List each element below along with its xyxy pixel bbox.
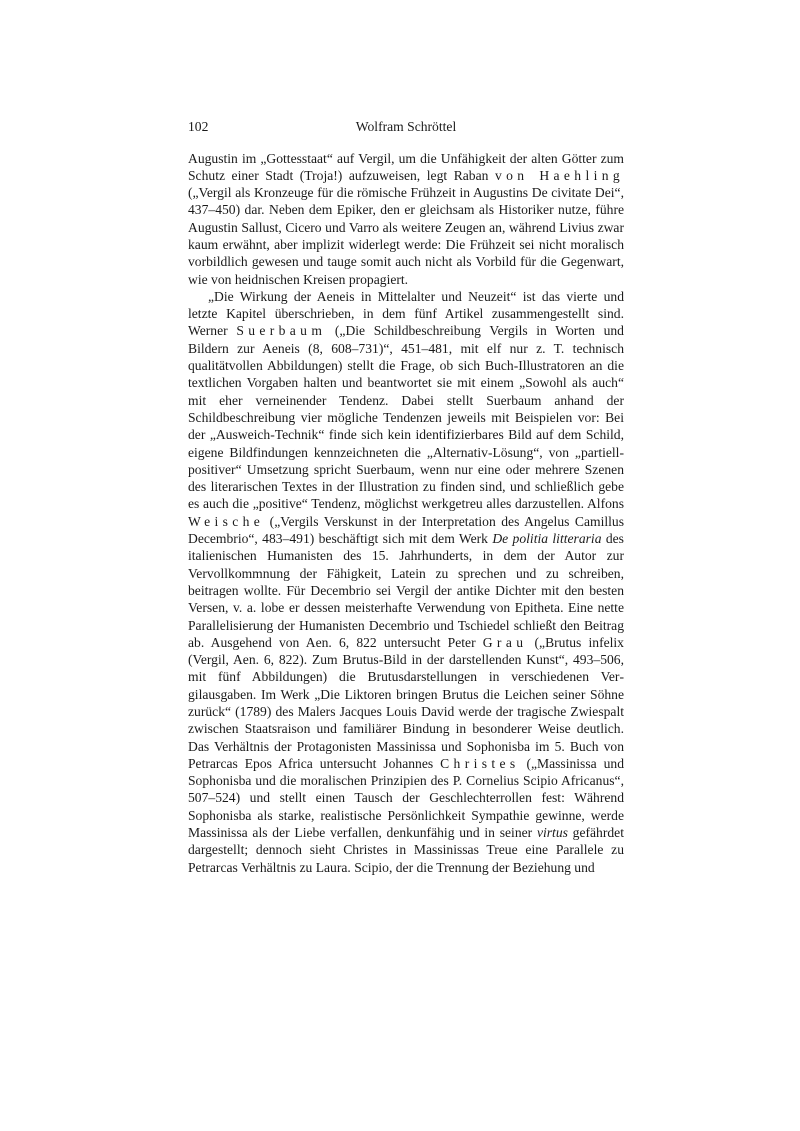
text-run: „Die Wirkung der Aeneis in Mittelalter und Neuzeit“ ist das vierte und letzte Kapitel überschrieben, in dem fünf Artikel zusammengestellt sind. Werner	[188, 288, 624, 339]
italic-title: De politia litteraria	[492, 531, 602, 547]
text-run: („Massinissa und Sophonisba und die moralischen Prinzipien des P. Cornelius Scipio Africanus“, 507–524) und stellt einen Tausch der Geschlechterrollen fest: Während Sophonisba als starke, realistische Persönlichkeit Sympathie gewinne, werde Massinissa als der Liebe verfallen, denkunfähig und in seiner	[188, 755, 624, 841]
text-run: gefährdet dargestellt; dennoch sieht Christes in Massinissas Treue eine Parallele zu Petrarcas Verhältnis zu Laura. Scipio, der die Trennung der Beziehung und	[188, 825, 624, 875]
text-run: („Brutus infelix (Vergil, Aen. 6, 822). Zum Brutus-Bild in der darstellenden Kunst“, 493–506, mit fünf Abbildungen) die Brutusdarstellungen in verschiedenen Vergilausgaben. Im Werk „Die Liktoren bringen Brutus die Leichen seiner Söhne zurück“ (1789) des Malers Jacques Louis David werde der tragische Zwiespalt zwischen Staatsraison und familiärer Bindung in besonderer Weise deutlich. Das Verhältnis der Protagonisten Massinissa und Sophonisba im 5. Buch von Petrarcas Epos Africa untersucht Johannes	[188, 634, 624, 771]
author-name: Suerbaum	[236, 323, 327, 339]
running-head: Wolfram Schröttel	[355, 119, 457, 134]
text-run: („Vergils Verskunst in der Interpretation des Angelus Camillus Decembrio“, 483–491) beschäftigt sich mit dem Werk	[188, 513, 624, 547]
text-run: („Vergil als Kronzeuge für die römische Frühzeit in Augustins De civitate Dei“, 437–450) dar. Neben dem Epiker, den er gleichsam als Historiker nutze, führe Augustin Sallust, Cicero und Varro als weitere Zeugen an, während Livius zwar kaum erwähnt, aber implizit widerlegt werde: Die Frühzeit sei nicht moralisch vorbildlich gewesen und tauge somit auch nicht als Vorbild für die Gegenwart, wie von heidnischen Kreisen propagiert.	[188, 185, 624, 287]
body-text	[188, 150, 624, 876]
author-name: Christes	[440, 755, 520, 771]
author-name: von Haehling	[495, 167, 624, 183]
paragraph-2	[188, 288, 624, 876]
page-number: 102	[188, 119, 209, 134]
author-name: Weische	[188, 513, 265, 529]
italic-title: virtus	[536, 825, 568, 841]
text-run: („Die Schildbeschreibung Vergils in Worten und Bildern zur Aeneis (8, 608–731)“, 451–481, mit elf nur z. T. technisch qualitätvollen Abbildungen) stellt die Frage, ob sich Buch-Illustratoren an die textlichen Vorgaben halten und beantwortet sie mit einem „Sowohl als auch“ mit eher verneinender Tendenz. Dabei stellt Suerbaum anhand der Schildbeschreibung vier mögliche Tendenzen jeweils mit Beispielen vor: Bei der „Ausweich-Technik“ finde sich kein identifizierbares Bild auf dem Schild, eigene Bildfindungen kennzeichneten die „Alternativ-Lösung“, von „partiell-positiver“ Umsetzung spricht Suerbaum, wenn nur eine oder mehrere Szenen des literarischen Textes in der Illustration zu finden sind, und schließlich gebe es auch die „positive“ Tendenz, möglichst werkgetreu alles darzustellen. Alfons	[188, 323, 624, 512]
paragraph-1	[188, 150, 624, 288]
author-name: Grau	[482, 634, 528, 650]
text-run: des italienischen Humanisten des 15. Jahrhunderts, in dem der Autor zur Vervollkommnung der Fähigkeit, Latein zu sprechen und zu schreiben, beitragen wollte. Für Decembrio sei Vergil der antike Dichter mit den besten Versen, v. a. lobe er dessen meisterhafte Verwendung von Epitheta. Eine nette Parallelisierung der Humanisten Decembrio und Tschiedel schließt den Beitrag ab. Ausgehend von Aen. 6, 822 untersucht Peter	[188, 531, 624, 650]
text-run: Augustin im „Gottesstaat“ auf Vergil, um die Unfähigkeit der alten Götter zum Schutz einer Stadt (Troja!) aufzuweisen, legt Raban	[188, 150, 624, 183]
